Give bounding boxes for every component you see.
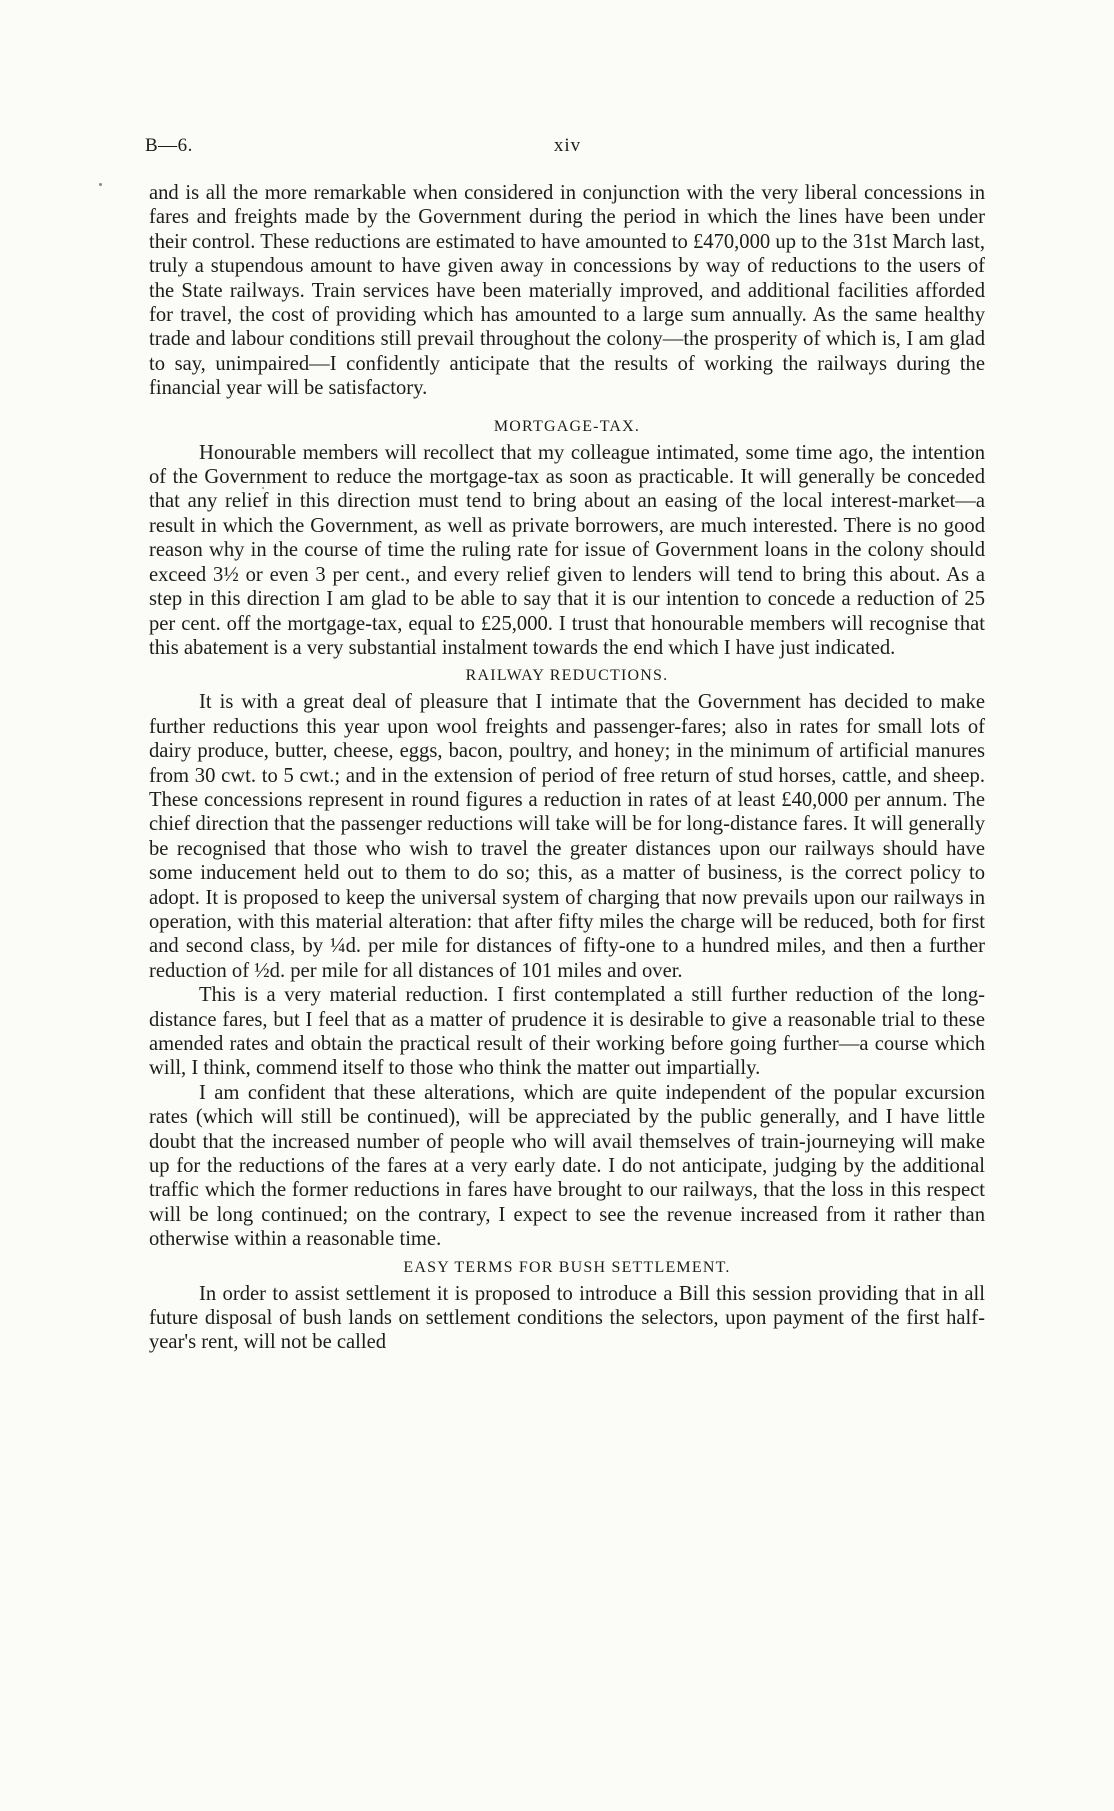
paragraph-mortgage-tax: Honourable members will recollect that my colleague intimated, some time ago, the intention of the Government to reduce the mortgage-tax as soon as practicable. It will generally be conceded that any relief in this direction must tend to bring about an easing of the local interest-market—a result in which the Government, as well as private borrowers, are much interested. There is no good reason why in the course of time the ruling rate for issue of Government loans in the colony should exceed 3½ or even 3 per cent., and every relief given to lenders will tend to bring this about. As a step in this direction I am glad to be able to say that it is our intention to concede a reduction of 25 per cent. off the mortgage-tax, equal to £25,000. I trust that honourable members will recognise that this abatement is a very substantial instalment towards the end which I have just indicated. <box>149 441 985 659</box>
heading-bush-settlement: EASY TERMS FOR BUSH SETTLEMENT. <box>403 1258 731 1276</box>
paragraph-railway-reductions-2: This is a very material reduction. I first contemplated a still further reduction of the long-distance fares, but I feel that as a matter of prudence it is desirable to give a reasonable trial to these amended rates and obtain the practical result of their working before going further—a course which will, I think, commend itself to those who think the matter out impartially. <box>149 984 985 1080</box>
page-number: xiv <box>553 135 582 156</box>
page-header <box>145 135 990 163</box>
document-reference: B—6. <box>145 135 193 156</box>
paragraph-bush-settlement: In order to assist settlement it is proposed to introduce a Bill this session providing that in all future disposal of bush lands on settlement conditions the selectors, upon payment of the first half-year's rent, will not be called <box>149 1282 985 1354</box>
document-body <box>149 181 985 1355</box>
paragraph-railway-reductions-3: I am confident that these alterations, which are quite independent of the popular excursion rates (which will still be continued), will be appreciated by the public generally, and I have little doubt that the increased number of people who will avail themselves of train-journeying will make up for the reductions of the fares at a very early date. I do not anticipate, judging by the additional traffic which the former reductions in fares have brought to our railways, that the loss in this respect will be long continued; on the contrary, I expect to see the revenue increased from it rather than otherwise within a reasonable time. <box>149 1081 985 1251</box>
paragraph-railway-reductions-1: It is with a great deal of pleasure that I intimate that the Government has decided to make further reductions this year upon wool freights and passenger-fares; also in rates for small lots of dairy produce, butter, cheese, eggs, bacon, poultry, and honey; in the minimum of artificial manures from 30 cwt. to 5 cwt.; and in the extension of period of free return of stud horses, cattle, and sheep. These concessions represent in round figures a reduction in rates of at least £40,000 per annum. The chief direction that the passenger reductions will take will be for long-distance fares. It will generally be recognised that those who wish to travel the greater distances upon our railways should have some inducement held out to them to do so; this, as a matter of business, is the correct policy to adopt. It is proposed to keep the universal system of charging that now prevails upon our railways in operation, with this material alteration: that after fifty miles the charge will be reduced, both for first and second class, by ¼d. per mile for distances of fifty-one to a hundred miles, and then a further reduction of ½d. per mile for all distances of 101 miles and over. <box>149 691 985 982</box>
heading-mortgage-tax: MORTGAGE-TAX. <box>493 417 641 435</box>
heading-railway-reductions: RAILWAY REDUCTIONS. <box>465 667 669 685</box>
scan-speck <box>99 183 102 186</box>
paragraph-railway-results: and is all the more remarkable when considered in conjunction with the very liberal concessions in fares and freights made by the Government during the period in which the lines have been under their control. These reductions are estimated to have amounted to £470,000 up to the 31st March last, truly a stupendous amount to have given away in concessions by way of reductions to the users of the State railways. Train services have been materially improved, and additional facilities afforded for travel, the cost of providing which has amounted to a large sum annually. As the same healthy trade and labour conditions still prevail throughout the colony—the prosperity of which is, I am glad to say, unimpaired—I confidently anticipate that the results of working the railways during the financial year will be satisfactory. <box>149 182 985 400</box>
